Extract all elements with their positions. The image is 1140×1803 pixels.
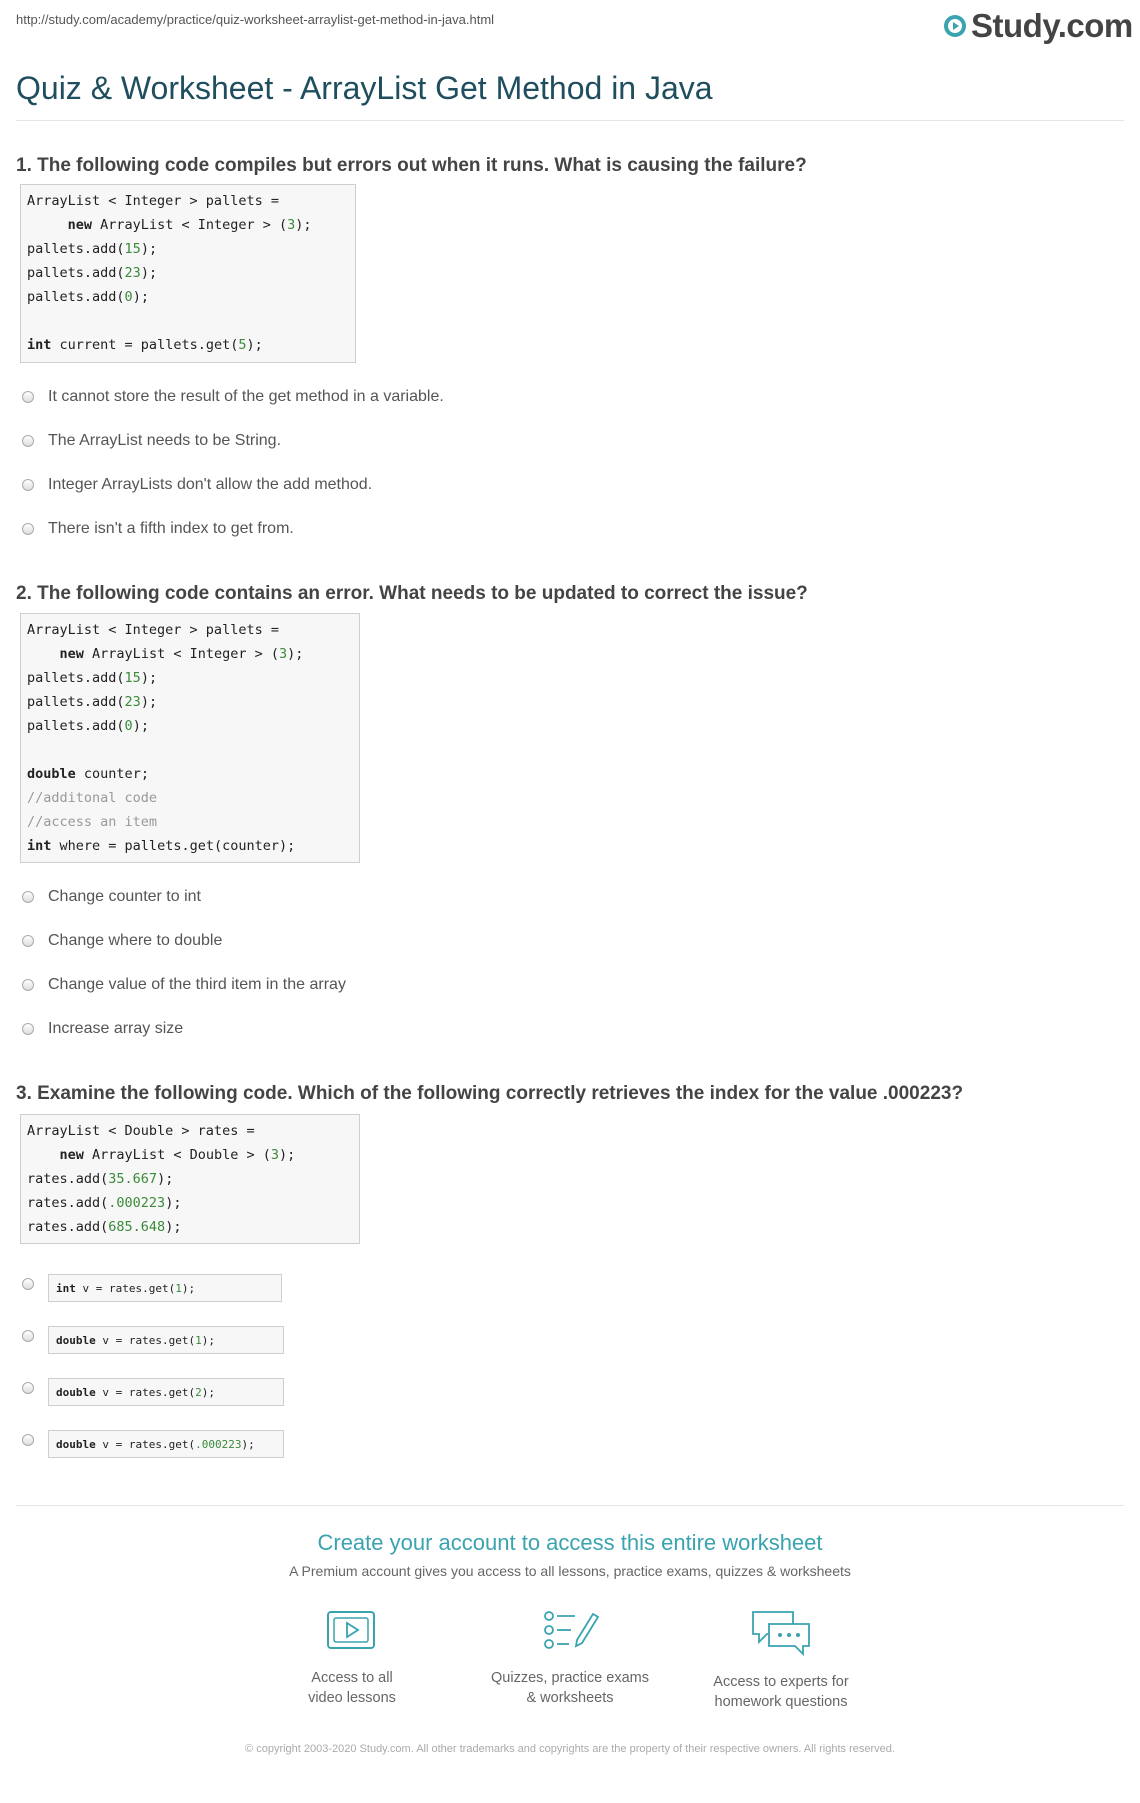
question-1-option-1[interactable]: [22, 388, 444, 406]
code-line: pallets.add(15);: [27, 241, 158, 257]
code-keyword: new: [59, 1147, 84, 1163]
code-line: counter;: [83, 766, 149, 782]
code-line: pallets.add(0);: [27, 718, 149, 734]
study-logo[interactable]: [943, 6, 1133, 46]
question-3-option-1[interactable]: [22, 1274, 282, 1302]
radio-button[interactable]: [22, 1023, 34, 1035]
code-line: pallets.add(0);: [27, 289, 149, 305]
code-keyword: double: [27, 766, 76, 782]
option-label: Change counter to int: [48, 888, 201, 905]
radio-button[interactable]: [22, 1434, 34, 1446]
option-label: Change where to double: [48, 932, 223, 949]
code-comment: //access an item: [27, 814, 158, 830]
code-line: pallets.add(23);: [27, 265, 158, 281]
feature-video-lessons: [257, 1608, 447, 1708]
question-2-code: [20, 613, 360, 863]
feature-experts: [686, 1608, 876, 1712]
feature-line-2: & worksheets: [526, 1690, 614, 1706]
option-label: It cannot store the result of the get method in a variable.: [48, 388, 444, 405]
code-line: rates.add(685.648);: [27, 1219, 182, 1235]
option-label: Integer ArrayLists don't allow the add method.: [48, 476, 373, 493]
cta-title[interactable]: Create your account to access this entire worksheet: [317, 1530, 823, 1555]
option-code: int v = rates.get(1);: [48, 1274, 282, 1302]
option-code: double v = rates.get(1);: [48, 1326, 284, 1354]
radio-button[interactable]: [22, 435, 34, 447]
question-1-text: 1. The following code compiles but errors out when it runs. What is causing the failure?: [16, 155, 807, 176]
feature-line-1: Access to all: [311, 1670, 393, 1686]
radio-button[interactable]: [22, 891, 34, 903]
video-lesson-icon: [325, 1608, 379, 1654]
code-line: pallets.add(23);: [27, 694, 158, 710]
cta-divider: [16, 1505, 1124, 1506]
question-2-option-1[interactable]: [22, 888, 201, 906]
question-1-option-2[interactable]: [22, 432, 281, 450]
logo-text: Study.com: [971, 7, 1133, 44]
question-1-option-4[interactable]: [22, 520, 294, 538]
feature-line-1: Access to experts for: [713, 1674, 849, 1690]
question-1-code: [20, 184, 356, 363]
code-line: rates.add(.000223);: [27, 1195, 182, 1211]
option-label: There isn't a fifth index to get from.: [48, 520, 294, 537]
code-keyword: new: [59, 646, 84, 662]
play-circle-icon: [943, 14, 967, 38]
title-divider: [16, 120, 1124, 121]
question-2-option-4[interactable]: [22, 1020, 183, 1038]
radio-button[interactable]: [22, 523, 34, 535]
code-line: where = pallets.get(counter);: [59, 838, 296, 854]
option-code: double v = rates.get(.000223);: [48, 1430, 284, 1458]
feature-line-2: video lessons: [308, 1690, 396, 1706]
radio-button[interactable]: [22, 1330, 34, 1342]
question-2-option-2[interactable]: [22, 932, 222, 950]
code-line: ArrayList < Integer > (3);: [92, 646, 304, 662]
code-line: rates.add(35.667);: [27, 1171, 174, 1187]
code-line: ArrayList < Integer > pallets =: [27, 193, 279, 209]
radio-button[interactable]: [22, 979, 34, 991]
code-line: ArrayList < Integer > (3);: [100, 217, 312, 233]
code-line: ArrayList < Double > rates =: [27, 1123, 255, 1139]
option-label: Change value of the third item in the array: [48, 976, 346, 993]
code-line: ArrayList < Double > (3);: [92, 1147, 296, 1163]
code-line: current = pallets.get(5);: [59, 337, 263, 353]
radio-button[interactable]: [22, 391, 34, 403]
copyright: © copyright 2003-2020 Study.com. All other trademarks and copyrights are the property of their respective owners. All rights reserved.: [245, 1743, 895, 1755]
question-3-text: 3. Examine the following code. Which of the following correctly retrieves the index for the value .000223?: [16, 1083, 964, 1104]
question-2-text: 2. The following code contains an error. What needs to be updated to correct the issue?: [16, 583, 808, 604]
code-line: pallets.add(15);: [27, 670, 158, 686]
code-keyword: int: [27, 337, 52, 353]
question-3-option-2[interactable]: [22, 1326, 284, 1354]
radio-button[interactable]: [22, 935, 34, 947]
radio-button[interactable]: [22, 1382, 34, 1394]
code-keyword: int: [27, 838, 52, 854]
option-label: Increase array size: [48, 1020, 184, 1037]
question-3-option-3[interactable]: [22, 1378, 284, 1406]
question-2-option-3[interactable]: [22, 976, 346, 994]
question-1-option-3[interactable]: [22, 476, 372, 494]
option-code: double v = rates.get(2);: [48, 1378, 284, 1406]
question-3-code: [20, 1114, 360, 1244]
cta-subtitle: A Premium account gives you access to all lessons, practice exams, quizzes & worksheets: [289, 1563, 851, 1579]
feature-line-1: Quizzes, practice exams: [491, 1670, 649, 1686]
expert-chat-icon: [749, 1608, 813, 1658]
feature-line-2: homework questions: [714, 1694, 848, 1710]
page-url: http://study.com/academy/practice/quiz-worksheet-arraylist-get-method-in-java.html: [16, 12, 495, 27]
code-line: ArrayList < Integer > pallets =: [27, 622, 279, 638]
option-label: The ArrayList needs to be String.: [48, 432, 282, 449]
quiz-checklist-icon: [541, 1608, 599, 1654]
page-title: Quiz & Worksheet - ArrayList Get Method in Java: [16, 70, 713, 106]
radio-button[interactable]: [22, 479, 34, 491]
radio-button[interactable]: [22, 1278, 34, 1290]
question-3-option-4[interactable]: [22, 1430, 284, 1458]
code-keyword: new: [67, 217, 93, 233]
code-comment: //additonal code: [27, 790, 158, 806]
feature-quizzes: [475, 1608, 665, 1708]
